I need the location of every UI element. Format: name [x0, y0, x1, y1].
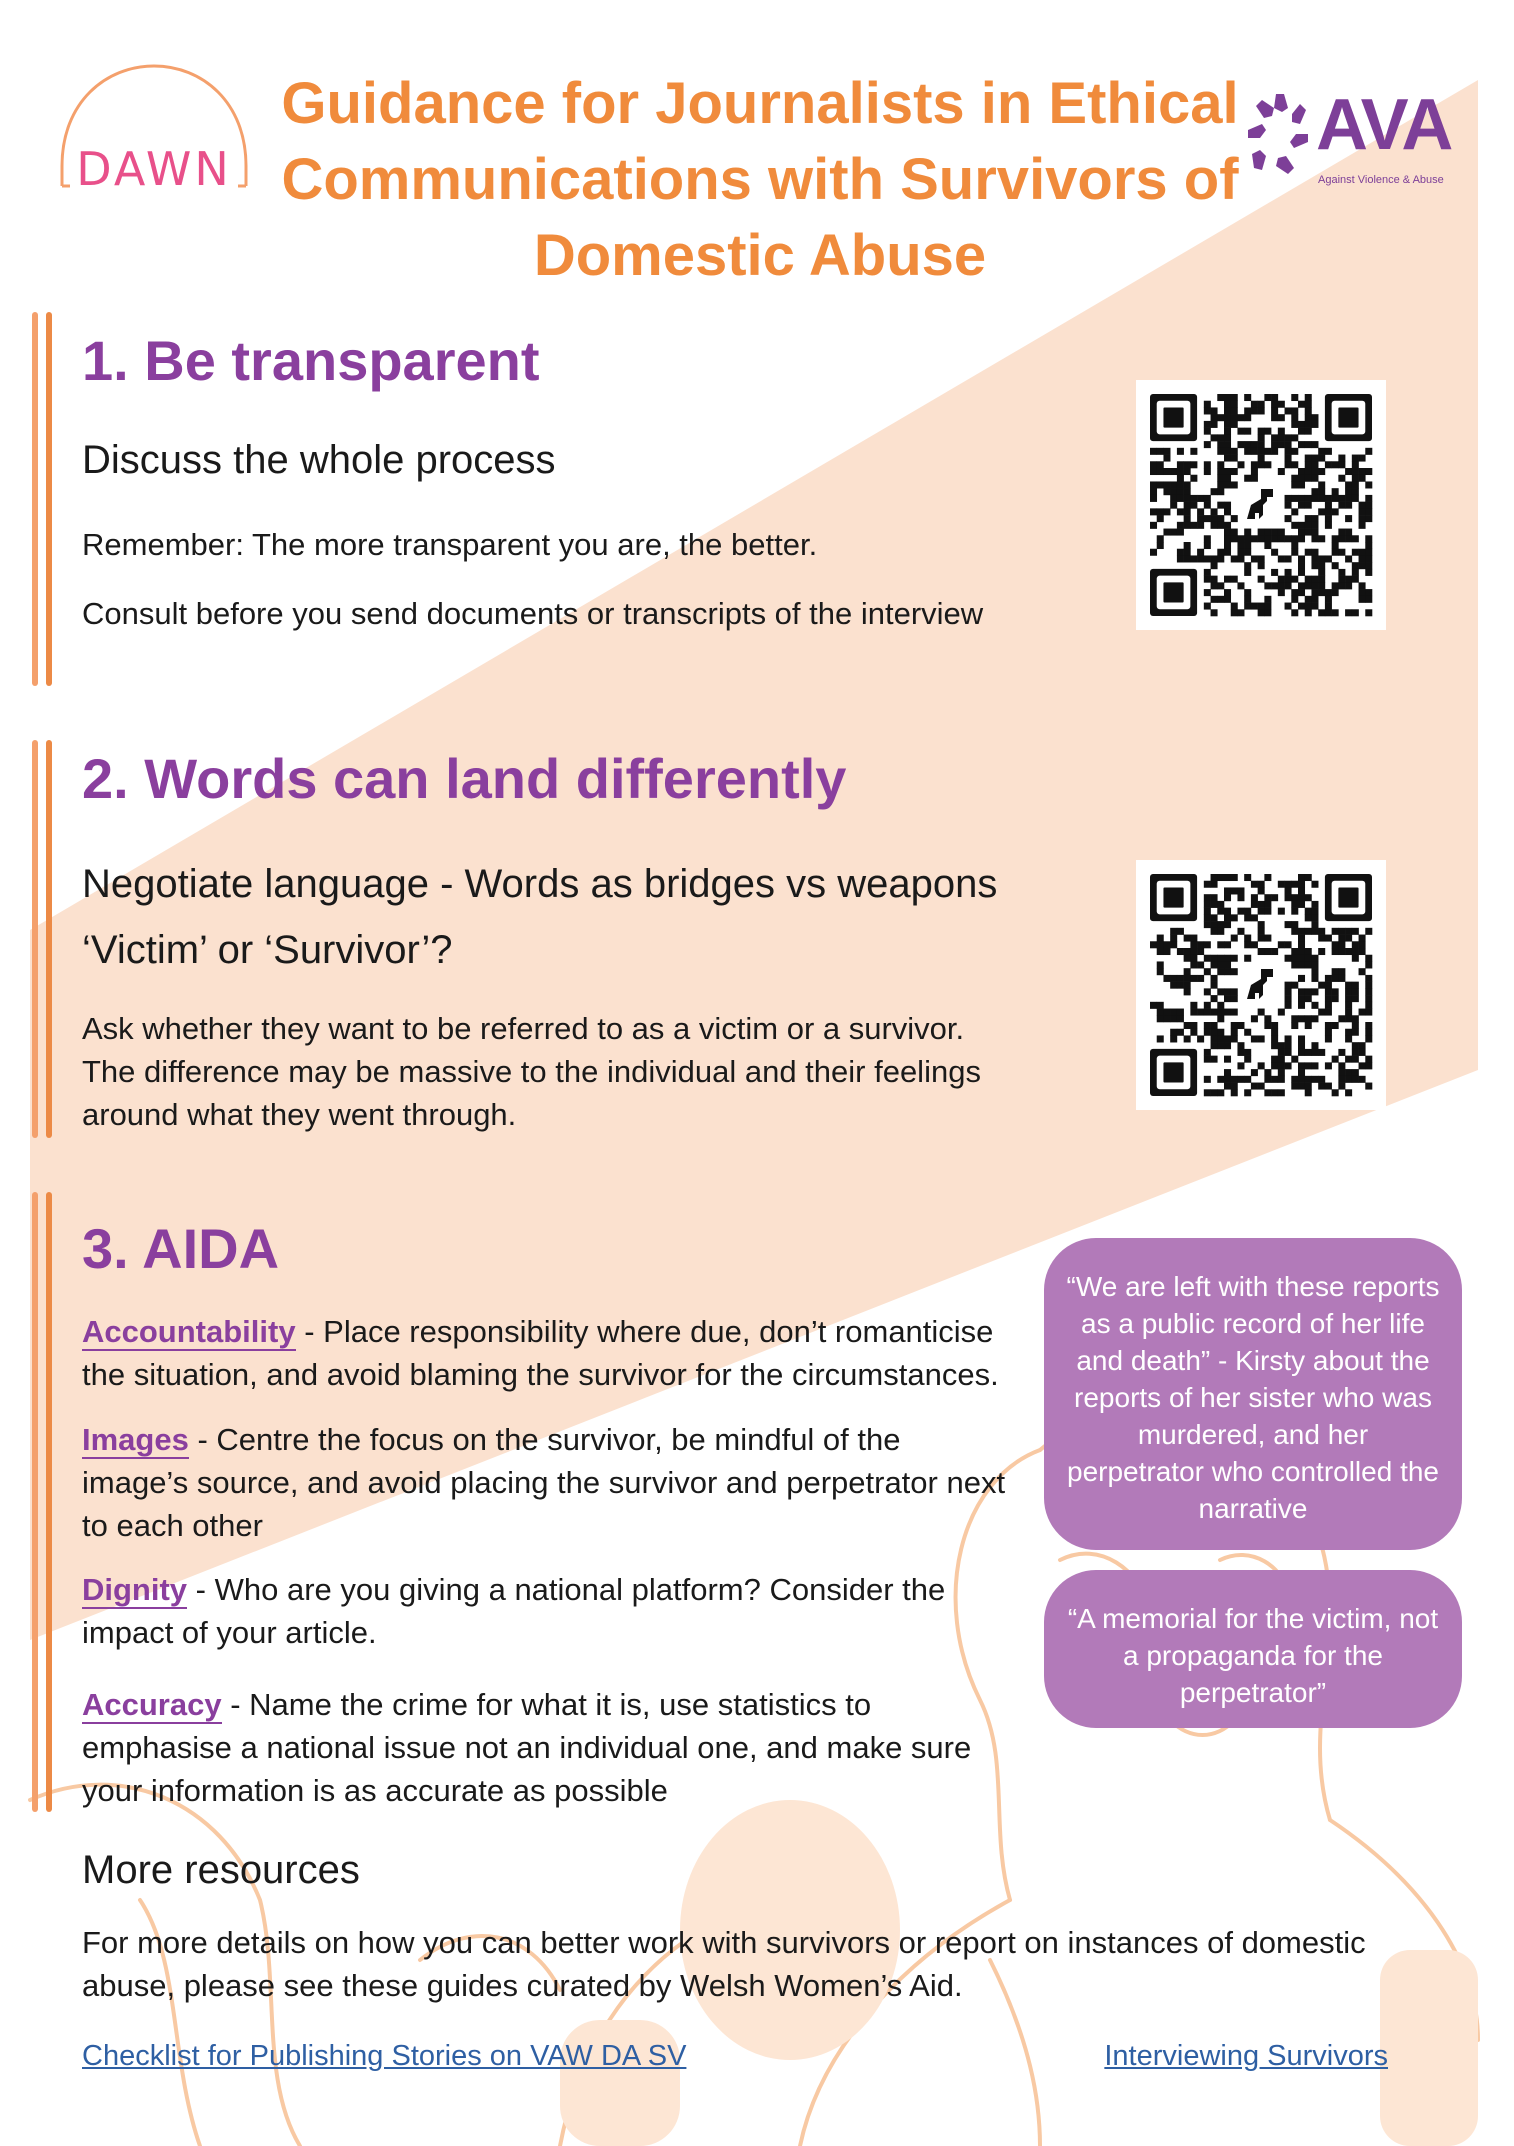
section-2-bar-left — [32, 740, 38, 1138]
aida-item-images — [82, 1418, 1012, 1547]
aida-text: - Place responsibility where due, don’t romanticise the situation, and avoid blaming the survivor for the circumstances. — [82, 1314, 999, 1392]
section-1-paragraph-2: Consult before you send documents or transcripts of the interview — [82, 596, 984, 631]
aida-term: Accountability — [82, 1314, 296, 1349]
quote-box-1: “We are left with these reports as a public record of her life and death” - Kirsty about the reports of her sister who was murdered, and her perpetrator who controlled the narrative — [1044, 1238, 1462, 1550]
title-line-1: Guidance for Journalists in Ethical — [281, 71, 1239, 136]
link-interviewing-survivors[interactable]: Interviewing Survivors — [1104, 2040, 1388, 2072]
section-1-bar-left — [32, 312, 38, 686]
resources-heading: More resources — [82, 1848, 360, 1892]
resources-text: For more details on how you can better work with survivors or report on instances of domestic abuse, please see these guides curated by Welsh Women’s Aid. — [82, 1925, 1366, 2003]
aida-term: Accuracy — [82, 1687, 222, 1722]
page-title — [270, 66, 1250, 294]
qr-code-icon — [1136, 860, 1386, 1110]
title-line-2: Communications with Survivors of — [281, 147, 1239, 212]
ava-logo-text: AVA — [1316, 85, 1452, 165]
title-line-3: Domestic Abuse — [533, 223, 987, 288]
aida-text: - Centre the focus on the survivor, be mindful of the image’s source, and avoid placing the survivor and perpetrator next to each other — [82, 1422, 1006, 1543]
aida-item-accuracy — [82, 1683, 1012, 1812]
section-3-bar-right — [46, 1192, 52, 1812]
section-3-heading: 3. AIDA — [82, 1217, 280, 1280]
aida-term: Images — [82, 1422, 189, 1457]
section-2-paragraph: Ask whether they want to be referred to as a victim or a survivor. The difference may be massive to the individual and their feelings around what they went through. — [82, 1011, 981, 1132]
dawn-logo-text: DAWN — [76, 142, 232, 196]
section-2-subheading-2: ‘Victim’ or ‘Survivor’? — [82, 928, 453, 972]
section-2-subheading-1: Negotiate language - Words as bridges vs weapons — [82, 862, 998, 906]
dawn-logo — [56, 62, 252, 196]
section-1-bar-right — [46, 312, 52, 686]
section-1-subheading: Discuss the whole process — [82, 438, 556, 482]
section-2-bar-right — [46, 740, 52, 1138]
aida-item-dignity — [82, 1568, 1012, 1654]
aida-term: Dignity — [82, 1572, 188, 1607]
aida-item-accountability — [82, 1310, 1012, 1396]
aida-text: - Who are you giving a national platform? Consider the impact of your article. — [82, 1572, 946, 1650]
ava-logo — [1246, 85, 1471, 200]
section-1-heading: 1. Be transparent — [82, 329, 540, 392]
aida-text: - Name the crime for what it is, use statistics to emphasise a national issue not an individual one, and make sure your information is as accurate as possible — [82, 1687, 972, 1808]
section-1-paragraph-1: Remember: The more transparent you are, the better. — [82, 527, 818, 562]
qr-code-icon — [1136, 380, 1386, 630]
quote-box-2: “A memorial for the victim, not a propaganda for the perpetrator” — [1044, 1570, 1462, 1728]
hands-circle-icon — [1246, 90, 1318, 186]
qr-code-1[interactable] — [1136, 380, 1386, 630]
link-checklist-publishing[interactable]: Checklist for Publishing Stories on VAW DA SV — [82, 2040, 687, 2072]
section-3-bar-left — [32, 1192, 38, 1812]
ava-logo-subtitle: Against Violence & Abuse — [1318, 174, 1444, 186]
qr-code-2[interactable] — [1136, 860, 1386, 1110]
section-2-heading: 2. Words can land differently — [82, 747, 847, 810]
